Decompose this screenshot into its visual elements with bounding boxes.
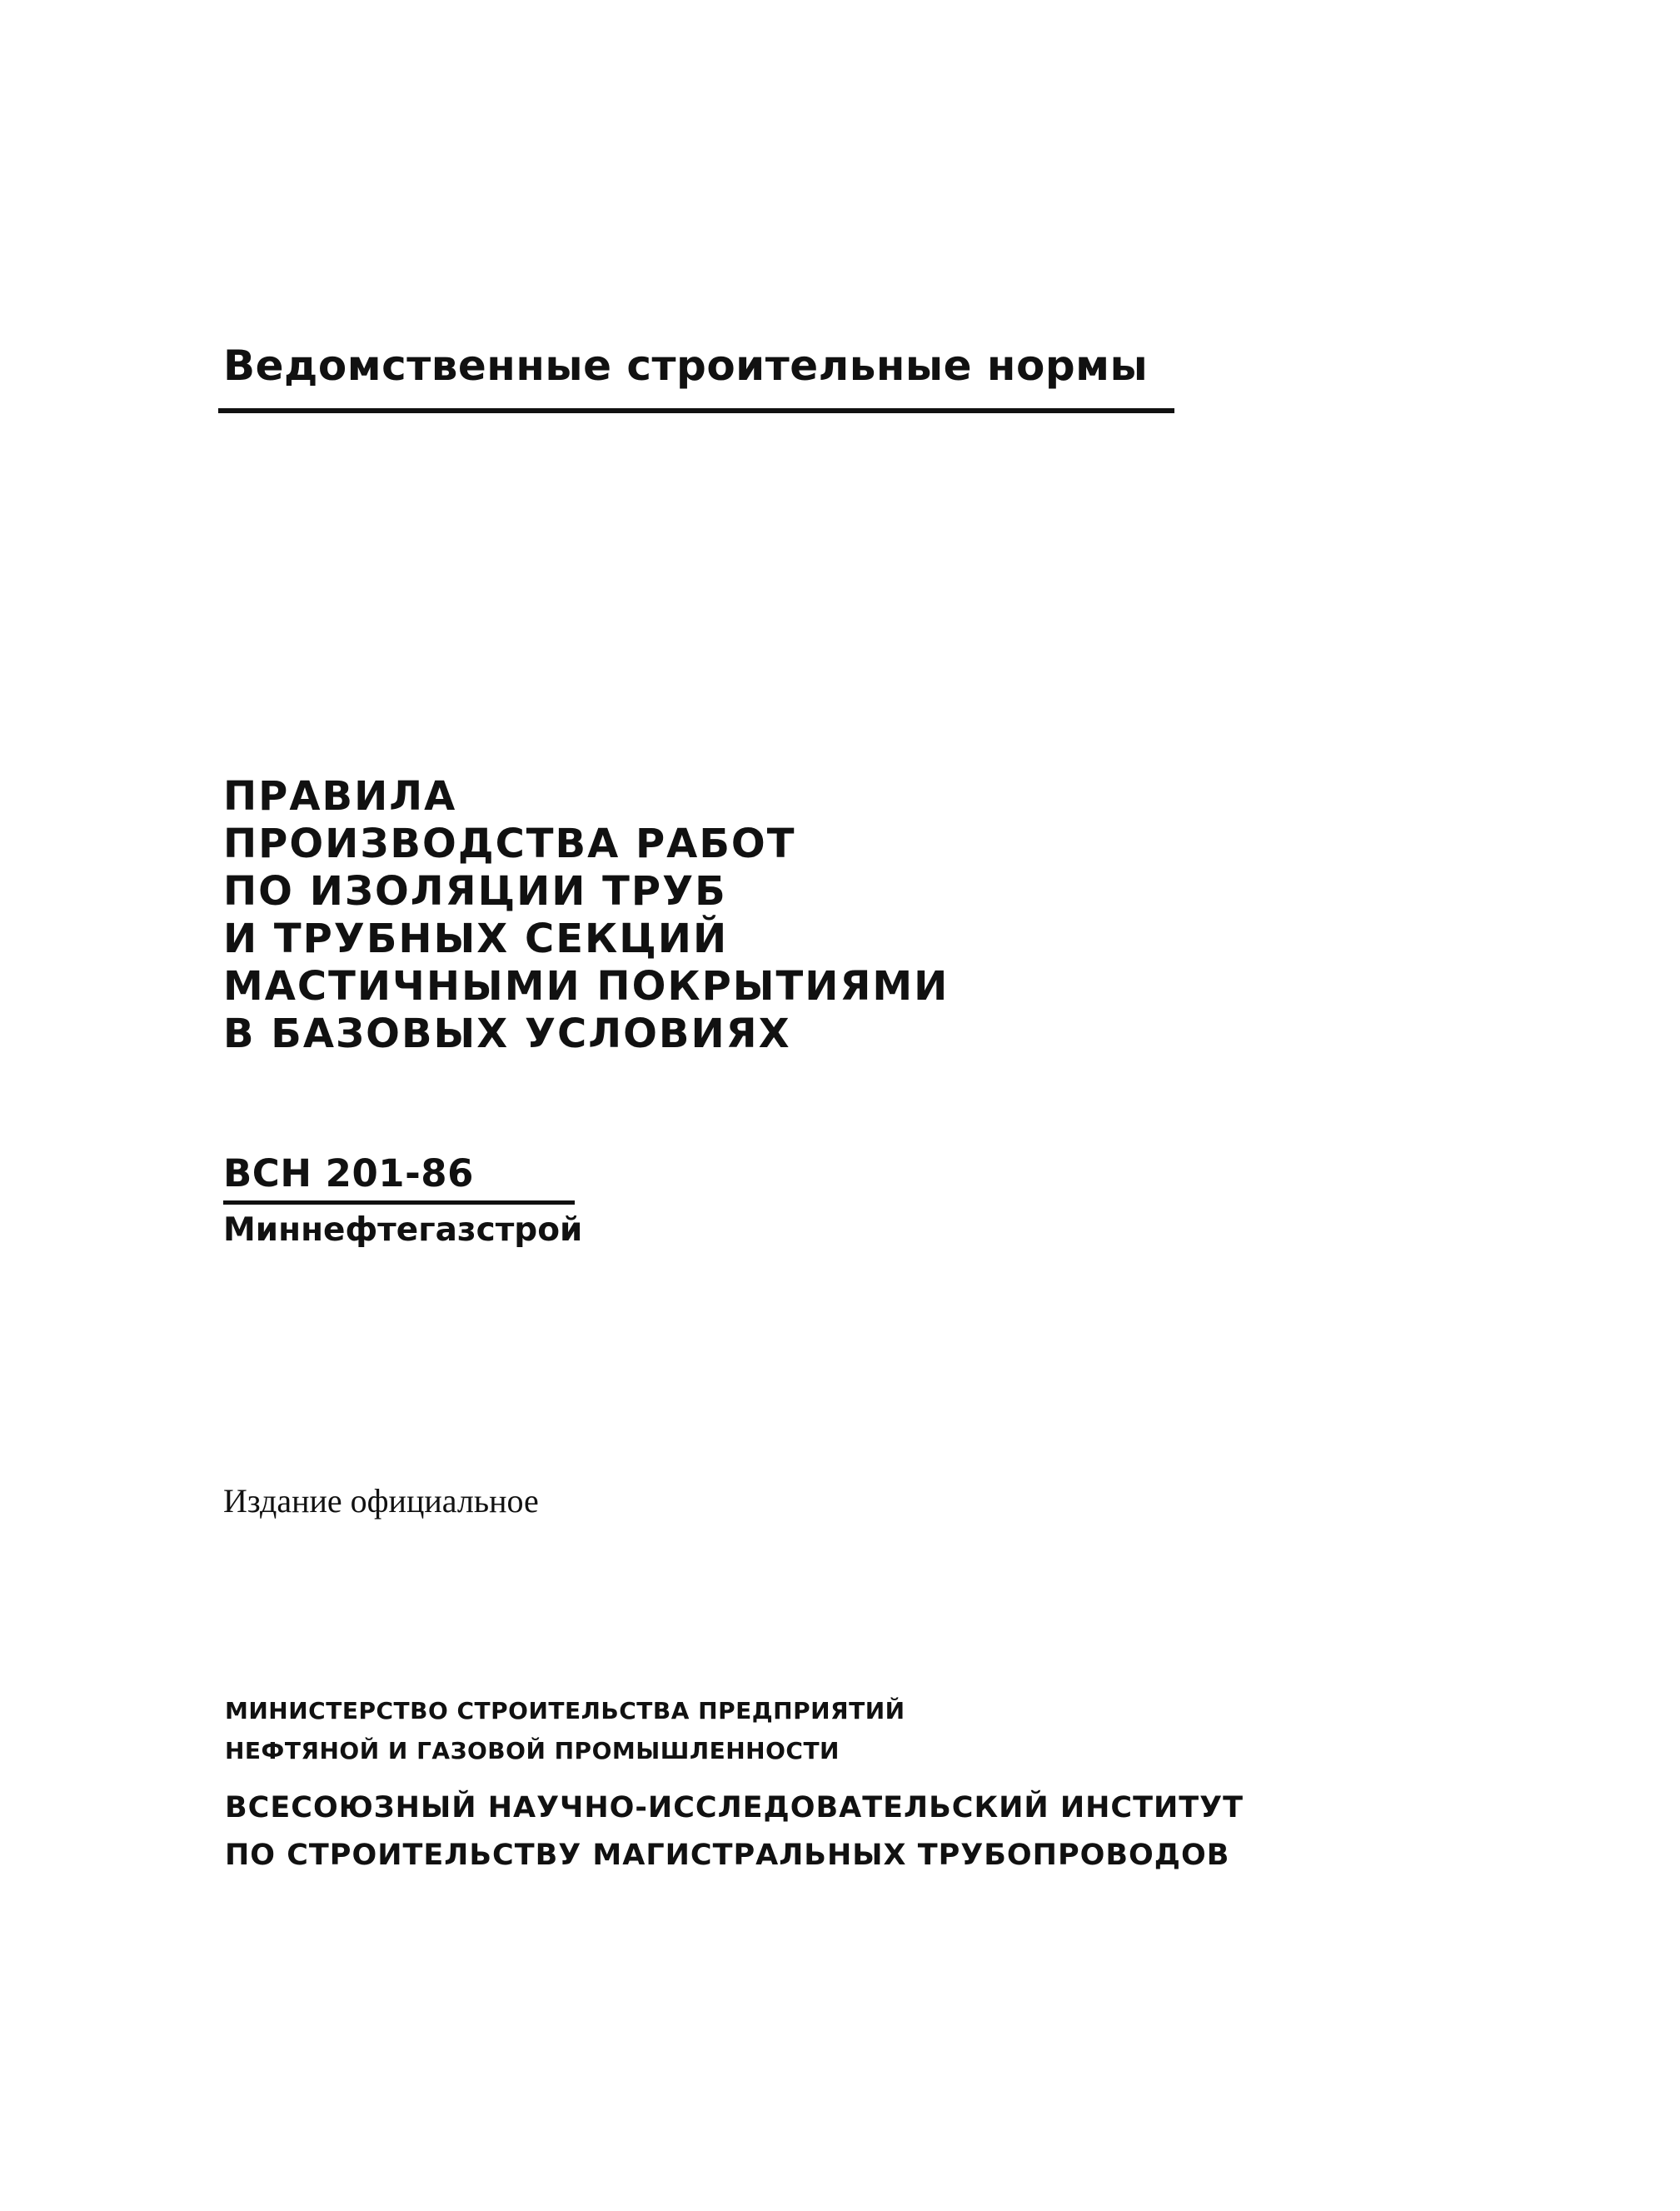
publisher-short-name: Миннефтегазстрой	[223, 1211, 583, 1249]
title-line: ПРАВИЛА	[223, 773, 457, 820]
ministry-line: МИНИСТЕРСТВО СТРОИТЕЛЬСТВА ПРЕДПРИЯТИЙ	[225, 1697, 905, 1724]
title-line: В БАЗОВЫХ УСЛОВИЯХ	[223, 1011, 791, 1057]
title-line: ПРОИЗВОДСТВА РАБОТ	[223, 821, 796, 867]
ministry-line: НЕФТЯНОЙ И ГАЗОВОЙ ПРОМЫШЛЕННОСТИ	[225, 1737, 840, 1764]
series-title-rule	[218, 408, 1174, 413]
document-code: ВСН 201-86	[223, 1151, 474, 1195]
institute-line: ВСЕСОЮЗНЫЙ НАУЧНО-ИССЛЕДОВАТЕЛЬСКИЙ ИНСТИТУТ	[225, 1791, 1244, 1824]
title-line: МАСТИЧНЫМИ ПОКРЫТИЯМИ	[223, 963, 950, 1010]
series-title: Ведомственные строительные нормы	[223, 342, 1149, 390]
edition-note: Издание официальное	[223, 1482, 539, 1520]
institute-line: ПО СТРОИТЕЛЬСТВУ МАГИСТРАЛЬНЫХ ТРУБОПРОВОДОВ	[225, 1839, 1230, 1872]
title-line: И ТРУБНЫХ СЕКЦИЙ	[223, 916, 729, 962]
ministry-name	[225, 1691, 905, 1771]
document-title	[223, 773, 949, 1058]
title-line: ПО ИЗОЛЯЦИИ ТРУБ	[223, 868, 727, 915]
institute-name	[225, 1784, 1244, 1879]
document-code-rule	[223, 1200, 575, 1205]
